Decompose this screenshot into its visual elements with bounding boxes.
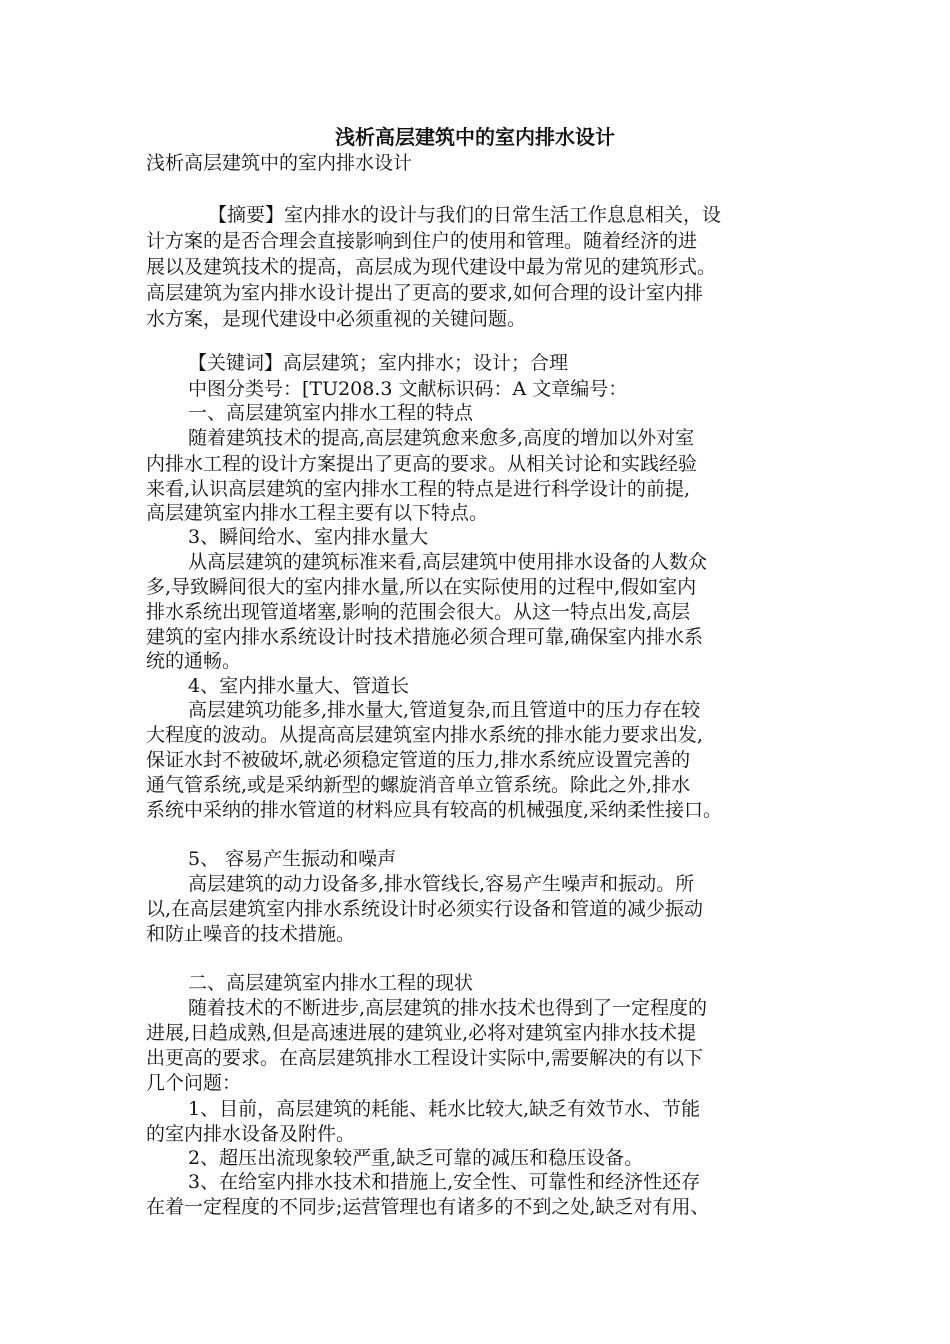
paragraph-line: 来看,认识高层建筑的室内排水工程的特点是进行科学设计的前提,: [146, 478, 691, 500]
paragraph-line: 高层建筑室内排水工程主要有以下特点。: [146, 502, 489, 524]
list-item: 3、在给室内排水技术和措施上,安全性、可靠性和经济性还存: [188, 1171, 701, 1193]
list-item: 1、目前，高层建筑的耗能、耗水比较大,缺乏有效节水、节能: [188, 1098, 701, 1120]
paragraph-line: 进展,日趋成熟,但是高速进展的建筑业,必将对建筑室内排水技术提: [146, 1022, 697, 1044]
paragraph-line: 从高层建筑的建筑标准来看,高层建筑中使用排水设备的人数众: [188, 551, 708, 573]
abstract-line: 计方案的是否合理会直接影响到住户的使用和管理。随着经济的进: [146, 230, 698, 252]
paragraph-line: 排水系统出现管道堵塞,影响的范围会很大。从这一特点出发,高层: [146, 601, 691, 623]
paragraph-line: 高层建筑的动力设备多,排水管线长,容易产生噪声和振动。所: [188, 873, 695, 895]
list-item: 2、超压出流现象较严重,缺乏可靠的减压和稳压设备。: [188, 1147, 644, 1169]
abstract-line: 展以及建筑技术的提高，高层成为现代建设中最为常见的建筑形式。: [146, 256, 717, 278]
abstract-line: 【摘要】室内排水的设计与我们的日常生活工作息息相关，设: [208, 204, 722, 226]
paragraph-line: 保证水封不被破坏,就必须稳定管道的压力,排水系统应设置完善的: [146, 749, 691, 771]
section-heading: 二、高层建筑室内排水工程的现状: [188, 972, 474, 994]
paragraph-line: 通气管系统,或是采纳新型的螺旋消音单立管系统。除此之外,排水: [146, 774, 691, 796]
list-item-continuation: 的室内排水设备及附件。: [146, 1123, 356, 1145]
paragraph-line: 建筑的室内排水系统设计时技术措施必须合理可靠,确保室内排水系: [146, 626, 704, 648]
subsection-heading: 5、 容易产生振动和噪声: [188, 848, 397, 870]
paragraph-line: 多,导致瞬间很大的室内排水量,所以在实际使用的过程中,假如室内: [146, 576, 697, 598]
abstract-line: 高层建筑为室内排水设计提出了更高的要求,如何合理的设计室内排: [146, 282, 704, 304]
paragraph-line: 统的通畅。: [146, 650, 242, 672]
subsection-heading: 3、瞬间给水、室内排水量大: [188, 526, 429, 548]
paragraph-line: 几个问题：: [146, 1072, 242, 1094]
paragraph-line: 以,在高层建筑室内排水系统设计时必须实行设备和管道的减少振动: [146, 898, 704, 920]
paragraph-line: 随着建筑技术的提高,高层建筑愈来愈多,高度的增加以外对室: [188, 427, 695, 449]
paragraph-line: 和防止噪音的技术措施。: [146, 923, 356, 945]
subsection-heading: 4、室内排水量大、管道长: [188, 675, 410, 697]
section-heading: 一、高层建筑室内排水工程的特点: [188, 402, 474, 424]
list-item-continuation: 在着一定程度的不同步;运营管理也有诸多的不到之处,缺乏对有用、: [146, 1196, 710, 1218]
classification-line: 中图分类号：[TU208.3 文献标识码：A 文章编号：: [188, 378, 628, 400]
paragraph-line: 系统中采纳的排水管道的材料应具有较高的机械强度,采纳柔性接口。: [146, 799, 723, 821]
keywords-line: 【关键词】高层建筑；室内排水；设计；合理: [188, 352, 569, 374]
paragraph-line: 随着技术的不断进步,高层建筑的排水技术也得到了一定程度的: [188, 997, 708, 1019]
abstract-line: 水方案，是现代建设中必须重视的关键问题。: [146, 308, 527, 330]
paragraph-line: 大程度的波动。从提高高层建筑室内排水系统的排水能力要求出发,: [146, 724, 704, 746]
subtitle-line: 浅析高层建筑中的室内排水设计: [146, 152, 413, 174]
document-title: 浅析高层建筑中的室内排水设计: [335, 125, 615, 149]
paragraph-line: 高层建筑功能多,排水量大,管道复杂,而且管道中的压力存在较: [188, 699, 701, 721]
paragraph-line: 出更高的要求。在高层建筑排水工程设计实际中,需要解决的有以下: [146, 1047, 704, 1069]
paragraph-line: 内排水工程的设计方案提出了更高的要求。从相关讨论和实践经验: [146, 453, 698, 475]
